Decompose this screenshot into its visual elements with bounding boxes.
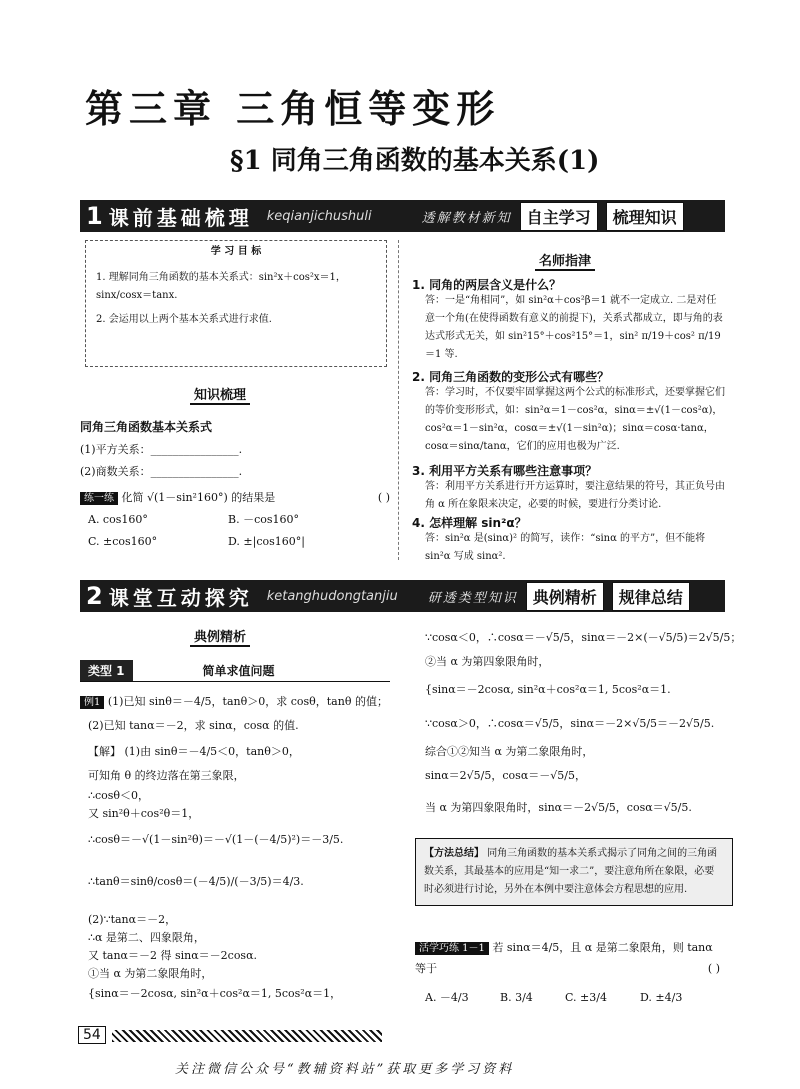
- practice2-tag: 活学巧练 1－1: [415, 942, 489, 955]
- solution-line-4: 又 sin²θ＋cos²θ＝1，: [88, 807, 200, 820]
- practice2-option-b: B. 3/4: [500, 991, 533, 1004]
- banner-box-2: 梳理知识: [606, 202, 684, 231]
- practice-option-a: A. cos160°: [88, 513, 148, 526]
- example-question-2: (2)已知 tanα＝－2，求 sinα，cosα 的值.: [88, 719, 299, 732]
- method-label: 【方法总结】: [424, 848, 484, 859]
- type-title: 简单求值问题: [202, 664, 275, 678]
- solution-line-7: (2)∵tanα＝－2，: [88, 913, 177, 926]
- solution-line-9: 又 tanα＝－2 得 sinα＝－2cosα.: [88, 949, 258, 962]
- knowledge-item-1: (1)平方关系：________________.: [80, 443, 243, 456]
- right-solution-3: {sinα＝－2cosα, sin²α＋cos²α＝1, 5cos²α＝1.: [425, 683, 671, 696]
- banner-box-2: 规律总结: [612, 582, 690, 611]
- tips-q1: 1. 同角的两层含义是什么？: [412, 278, 562, 292]
- solution-line-6: ∴tanθ＝sinθ/cosθ＝(－4/5)/(－3/5)＝4/3.: [88, 875, 304, 888]
- tips-a1: 答：一是“角相同”，如 sin²α＋cos²β＝1 就不一定成立. 二是对任意一个角(在使得函数有意义的前提下)，关系式都成立，即与角的表达式形式无关，如 sin²15°＋cos²15°＝1，sin² π/19＋cos² π/19＝1 等.: [425, 295, 723, 360]
- page-number: 54: [78, 1026, 106, 1044]
- banner-box-1: 自主学习: [520, 202, 598, 231]
- practice2-option-c: C. ±3/4: [565, 991, 607, 1004]
- goals-header: 学 习 目 标: [210, 246, 262, 257]
- practice-paren: ( ): [377, 491, 390, 504]
- banner-slogan: 透解教材新知: [421, 210, 512, 226]
- practice2-question-row: [415, 938, 720, 979]
- tips-q4: 4. 怎样理解 sin²α？: [412, 516, 527, 530]
- banner-title: 课前基础梳理: [108, 205, 253, 230]
- banner-number: 1: [86, 202, 103, 230]
- example-question-1: (1)已知 sinθ＝－4/5，tanθ＞0，求 cosθ，tanθ 的值；: [107, 695, 388, 708]
- tips-a4: 答：sin²α 是(sinα)² 的简写，读作：“sinα 的平方”，但不能将 sin²α 写成 sinα².: [425, 533, 706, 562]
- example-tag: 例1: [80, 696, 104, 709]
- practice-question: 化简 √(1－sin²160°) 的结果是: [121, 491, 276, 504]
- tips-a2: 答：学习时，不仅要牢固掌握这两个公式的标准形式，还要掌握它们的等价变形形式，如：sin²α＝1－cos²α，sinα＝±√(1－cos²α)，cos²α＝1－sin²α，cosα＝±√(1－sin²α)；sinα＝cosα·tanα，cosα＝sinα/tanα，它们的应用也极为广泛.: [425, 387, 725, 452]
- example-question-1-row: [80, 692, 390, 713]
- practice-tag: 练一练: [80, 492, 118, 505]
- tips-a3: 答：利用平方关系进行开方运算时，要注意结果的符号，其正负号由角 α 所在象限来决定，必要的时候，要进行分类讨论.: [425, 481, 725, 510]
- banner-pinyin: keqianjichushuli: [266, 208, 372, 224]
- practice-option-c: C. ±cos160°: [88, 535, 158, 548]
- practice2-option-d: D. ±4/3: [640, 991, 683, 1004]
- knowledge-title: 同角三角函数基本关系式: [80, 420, 213, 434]
- solution-line-10: ①当 α 为第二象限角时，: [88, 967, 213, 980]
- method-text: 同角三角函数的基本关系式揭示了同角之间的三角函数关系，其最基本的应用是“知一求二”，要注意角所在象限，必要时必须进行讨论，另外在本例中要注意体会方程思想的应用.: [424, 848, 718, 895]
- learning-goals-box: [85, 240, 387, 367]
- right-solution-1: ∵cosα＜0，∴cosα＝－√5/5，sinα＝－2×(－√5/5)＝2√5/5；: [425, 631, 742, 644]
- solution-line-11: {sinα＝－2cosα, sin²α＋cos²α＝1, 5cos²α＝1，: [88, 987, 342, 1000]
- examples-header: 典例精析: [190, 626, 250, 645]
- right-solution-5: 综合①②知当 α 为第二象限角时，: [425, 745, 594, 758]
- solution-line-8: ∴α 是第二、四象限角，: [88, 931, 205, 944]
- right-solution-6: sinα＝2√5/5，cosα＝－√5/5，: [425, 769, 586, 782]
- banner-in-class: [80, 580, 725, 612]
- knowledge-item-2: (2)商数关系：________________.: [80, 465, 243, 478]
- right-solution-2: ②当 α 为第四象限角时，: [425, 655, 550, 668]
- right-solution-7: 当 α 为第四象限角时，sinα＝－2√5/5，cosα＝√5/5.: [425, 801, 692, 814]
- practice-option-d: D. ±|cos160°|: [228, 535, 305, 548]
- type-label: 类型 1: [80, 660, 133, 681]
- goals-item-1: 1. 理解同角三角函数的基本关系式：sin²x＋cos²x＝1，sinx/cosx＝tanx.: [96, 272, 346, 301]
- solution-line-5: ∴cosθ＝－√(1－sin²θ)＝－√(1－(－4/5)²)＝－3/5.: [88, 833, 344, 846]
- practice2-paren: ( ): [707, 962, 720, 975]
- tips-q2: 2. 同角三角函数的变形公式有哪些？: [412, 370, 610, 384]
- column-divider: [398, 240, 400, 560]
- banner-pinyin: ketanghudongtanjiu: [266, 588, 398, 604]
- tips-header: 名师指津: [535, 250, 595, 269]
- chapter-title: 第三章 三角恒等变形: [85, 87, 501, 131]
- type-bar: [80, 660, 390, 682]
- solution-line-1: 【解】 (1)由 sinθ＝－4/5＜0，tanθ＞0，: [88, 745, 300, 758]
- knowledge-header: 知识梳理: [190, 384, 250, 403]
- banner-box-1: 典例精析: [526, 582, 604, 611]
- tips-q3: 3. 利用平方关系有哪些注意事项？: [412, 464, 598, 478]
- goals-item-2: 2. 会运用以上两个基本关系式进行求值.: [96, 314, 272, 325]
- method-summary-box: [415, 838, 733, 906]
- banner-pre-class: [80, 200, 725, 232]
- practice2-question: 若 sinα＝4/5，且 α 是第二象限角，则 tanα 等于: [415, 941, 713, 975]
- practice-option-b: B. －cos160°: [228, 513, 300, 526]
- solution-line-3: ∴cosθ＜0，: [88, 789, 150, 802]
- banner-title: 课堂互动探究: [108, 585, 253, 610]
- banner-number: 2: [86, 582, 103, 610]
- right-solution-4: ∵cosα＞0，∴cosα＝√5/5，sinα＝－2×√5/5＝－2√5/5.: [425, 717, 715, 730]
- footer-note: 关注微信公众号“教辅资料站”获取更多学习资料: [175, 1062, 515, 1077]
- practice2-option-a: A. －4/3: [425, 991, 469, 1004]
- banner-slogan: 研透类型知识: [427, 590, 518, 606]
- section-title: §1 同角三角函数的基本关系(1): [230, 146, 600, 176]
- practice-question-row: [80, 488, 390, 509]
- decorative-hatch: [112, 1030, 382, 1042]
- solution-line-2: 可知角 θ 的终边落在第三象限，: [88, 769, 245, 782]
